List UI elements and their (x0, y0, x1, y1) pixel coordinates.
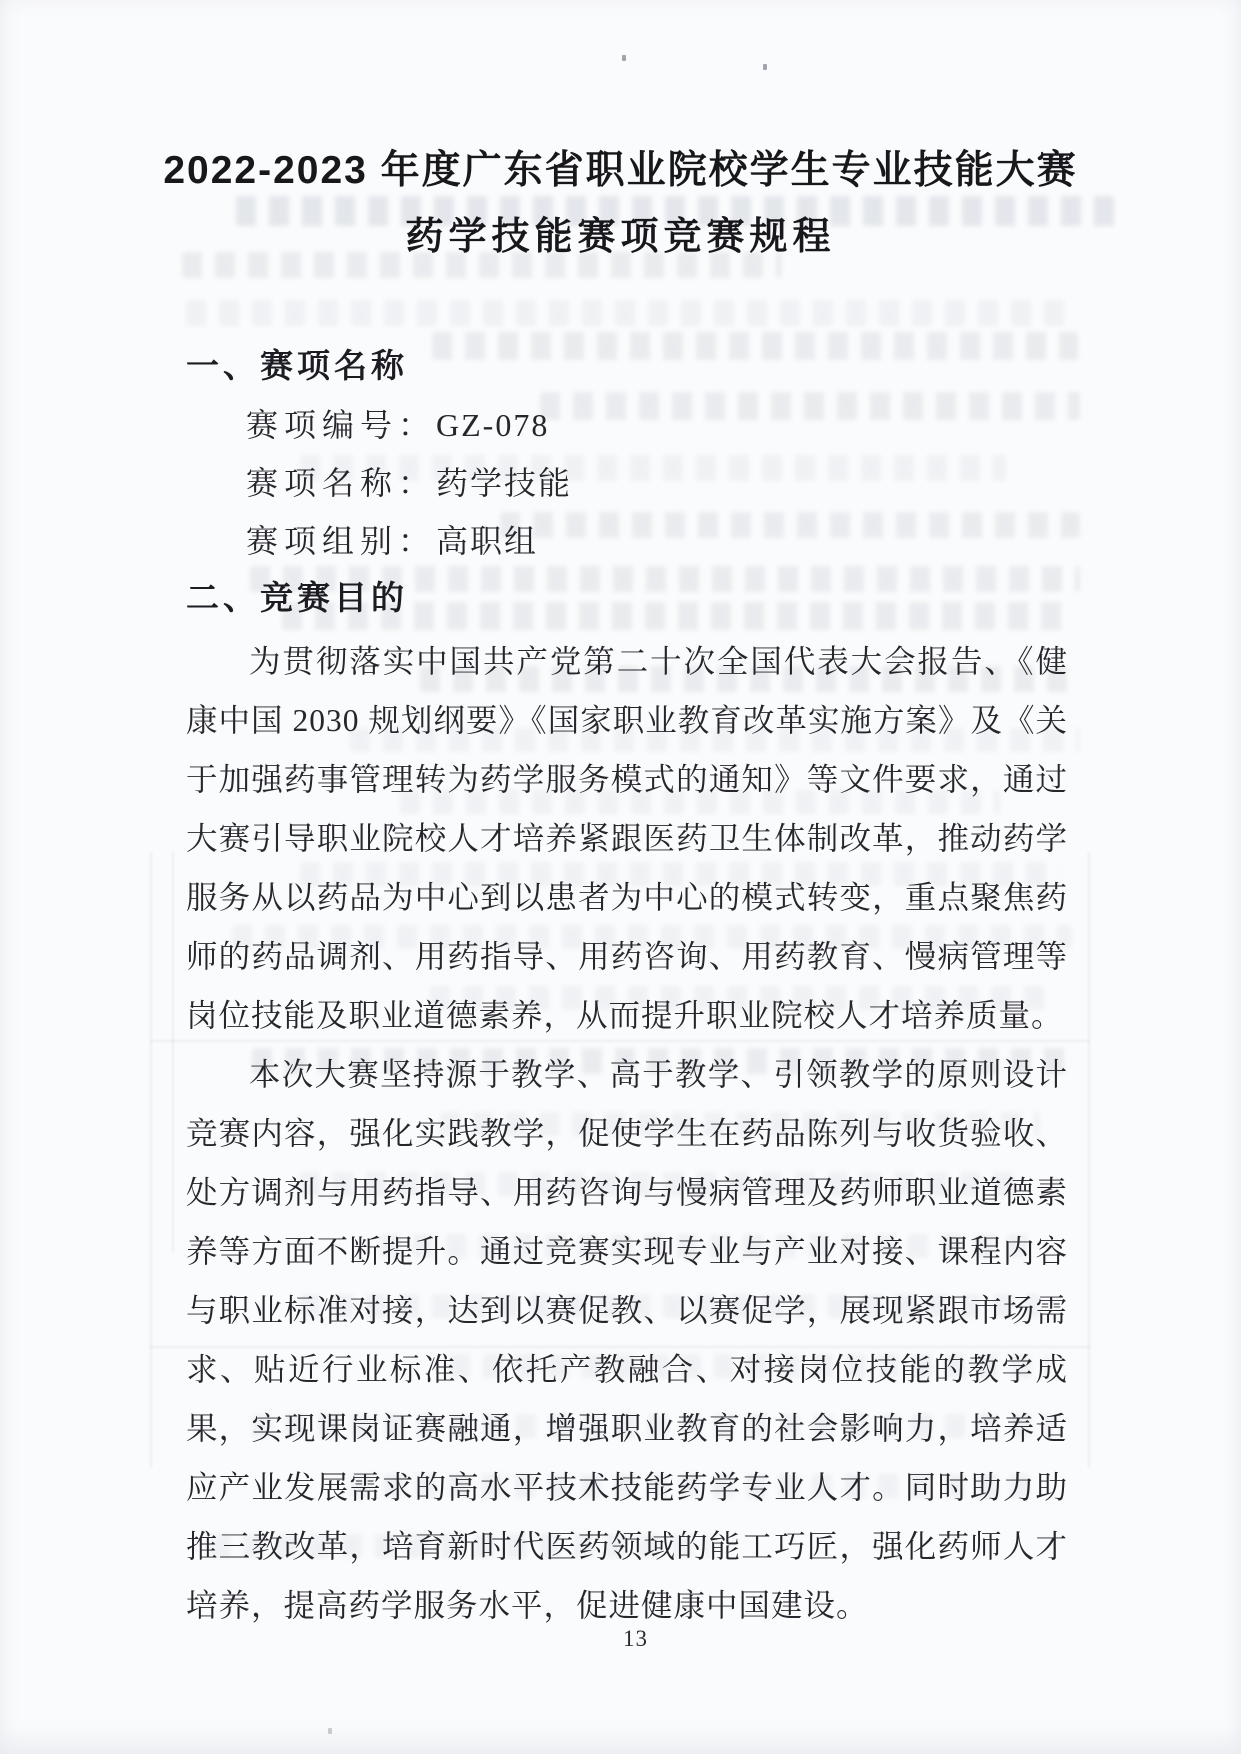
purpose-paragraph-2: 本次大赛坚持源于教学、高于教学、引领教学的原则设计竞赛内容，强化实践教学，促使学生在药品陈列与收货验收、处方调剂与用药指导、用药咨询与慢病管理及药师职业道德素养等方面不断提升。通过竞赛实现专业与产业对接、课程内容与职业标准对接，达到以赛促教、以赛促学，展现紧跟市场需求、贴近行业标准、依托产教融合、对接岗位技能的教学成果，实现课岗证赛融通，增强职业教育的社会影响力，培养适应产业发展需求的高水平技术技能药学专业人才。同时助力助推三教改革，培育新时代医药领域的能工巧匠，强化药师人才培养，提高药学服务水平，促进健康中国建设。 (186, 1057, 1068, 1623)
document-title-line-2: 药学技能赛项竞赛规程 (405, 216, 836, 258)
field-event-group-value: 高职组 (436, 523, 539, 559)
purpose-paragraph-1: 为贯彻落实中国共产党第二十次全国代表大会报告、《健康中国 2030 规划纲要》《国家职业教育改革实施方案》及《关于加强药事管理转为药学服务模式的通知》等文件要求，通过大赛引导职业院校人才培养紧跟医药卫生体制改革，推动药学服务从以药品为中心到以患者为中心的模式转变，重点聚焦药师的药品调剂、用药指导、用药咨询、用药教育、慢病管理等岗位技能及职业道德素养，从而提升职业院校人才培养质量。 (186, 644, 1068, 1033)
field-event-title-value: 药学技能 (436, 465, 573, 501)
field-event-title (186, 454, 1068, 512)
ink-speck (622, 55, 626, 61)
bleed-through-table-line (1088, 852, 1090, 1467)
field-event-code (186, 396, 1068, 454)
bleed-through-table-line (172, 852, 174, 1252)
field-event-group-label: 赛项组别： (246, 523, 437, 559)
ink-speck (763, 64, 767, 70)
document-title (0, 138, 1241, 270)
field-event-code-label: 赛项编号： (246, 407, 437, 443)
field-event-title-label: 赛项名称： (246, 465, 437, 501)
field-event-code-value: GZ-078 (436, 407, 550, 443)
page-number: 13 (623, 1626, 648, 1651)
ink-speck (328, 1728, 332, 1734)
section-heading-event-name: 一、赛项名称 (186, 349, 408, 385)
bleed-through-table-line (150, 852, 152, 1467)
document-body (186, 338, 1068, 1635)
bleed-through-smudge (186, 300, 1066, 326)
document-title-line-1: 2022-2023 年度广东省职业院校学生专业技能大赛 (163, 149, 1078, 192)
section-heading-competition-purpose: 二、竞赛目的 (186, 581, 408, 617)
field-event-group (186, 512, 1068, 570)
